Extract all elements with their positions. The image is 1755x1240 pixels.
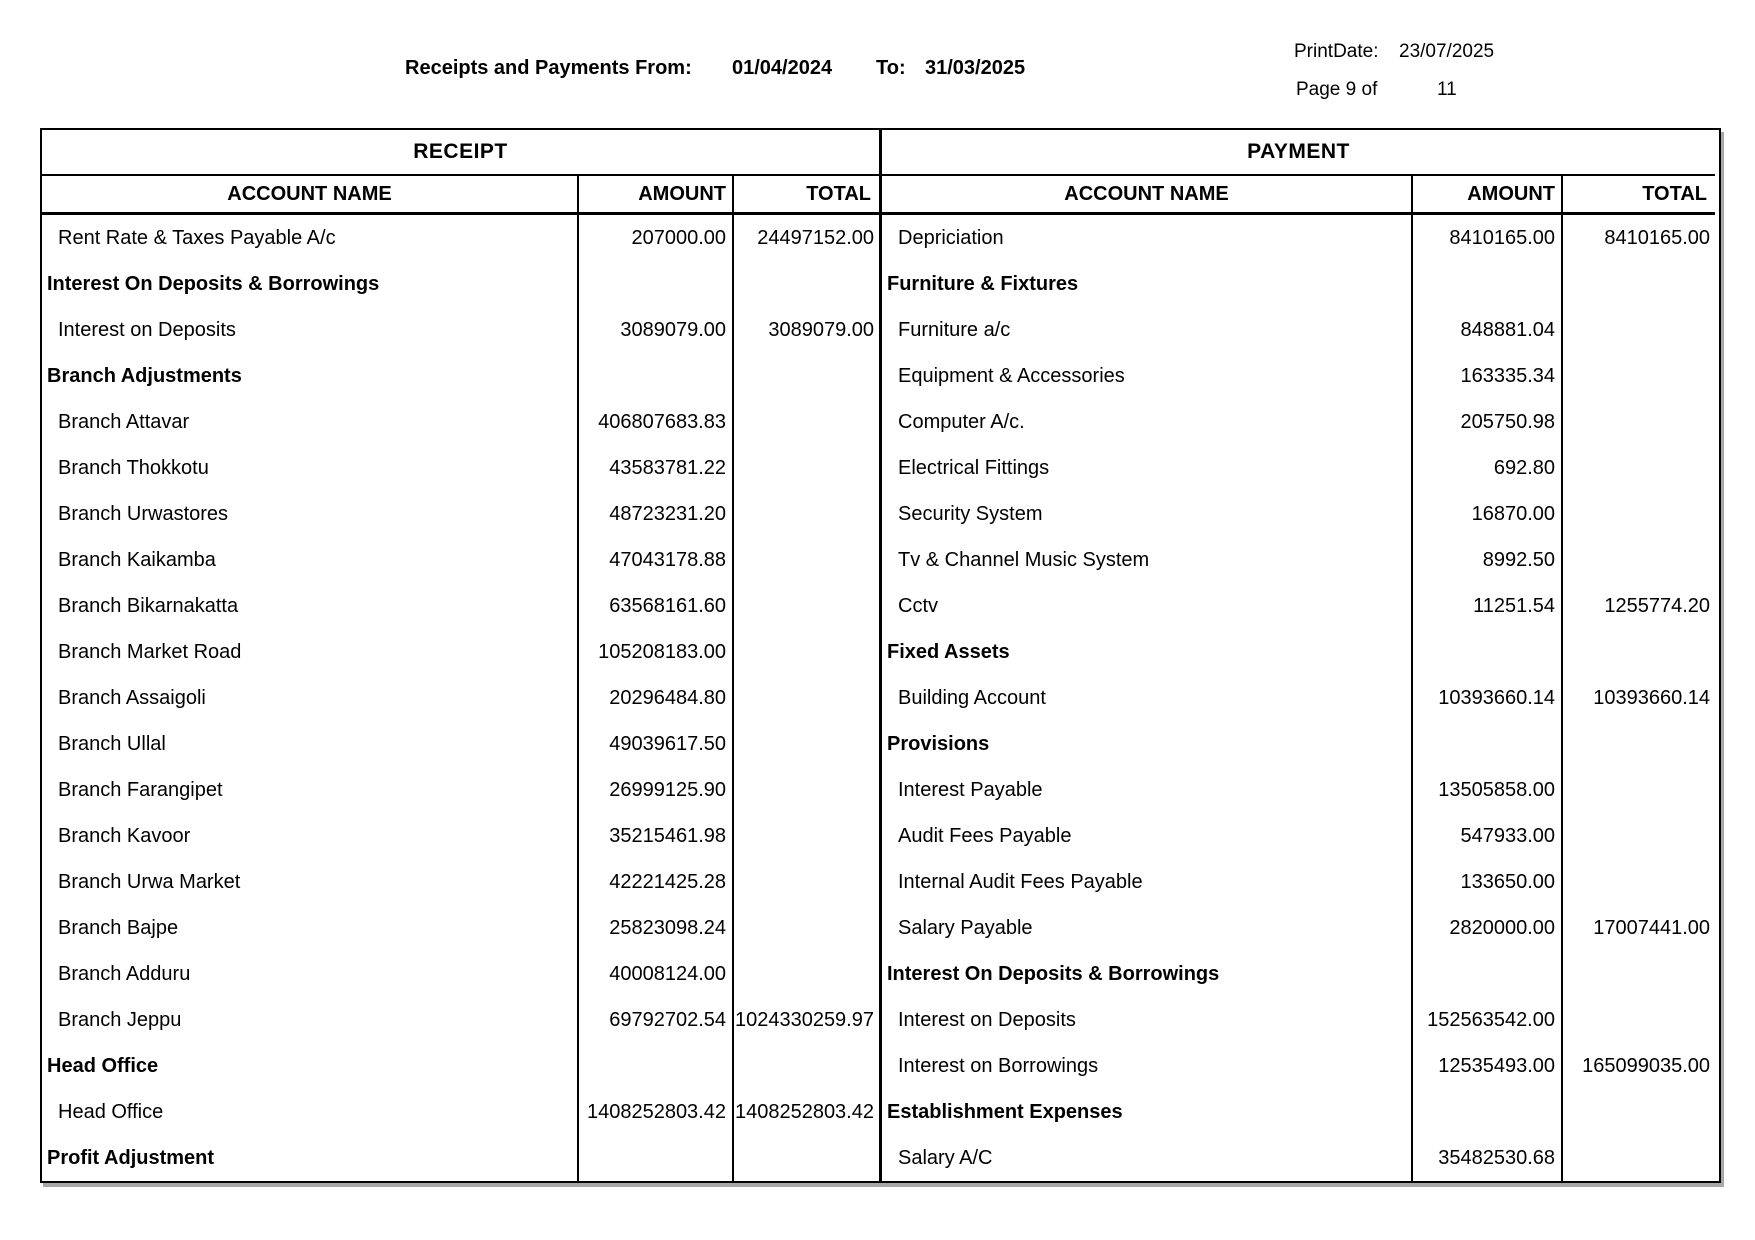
table-row	[882, 1135, 1715, 1181]
account-name-cell: Establishment Expenses	[882, 1089, 1413, 1135]
table-row	[882, 1089, 1715, 1135]
total-cell	[734, 261, 879, 307]
amount-cell: 692.80	[1413, 445, 1563, 491]
amount-cell: 35482530.68	[1413, 1135, 1563, 1181]
amount-cell: 3089079.00	[579, 307, 734, 353]
amount-cell	[1413, 1089, 1563, 1135]
total-cell: 165099035.00	[1582, 1054, 1710, 1077]
table-row	[42, 905, 879, 951]
amount-cell: 207000.00	[579, 215, 734, 261]
receipt-rows	[42, 215, 879, 1181]
amount-cell: 40008124.00	[579, 951, 734, 997]
table-row	[882, 951, 1715, 997]
account-name-cell: Branch Jeppu	[42, 997, 579, 1043]
payment-amount-header: AMOUNT	[1413, 176, 1563, 212]
total-cell: 17007441.00	[1593, 916, 1710, 939]
account-name-cell: Branch Kaikamba	[42, 537, 579, 583]
account-name-cell: Audit Fees Payable	[882, 813, 1413, 859]
account-name-cell: Branch Farangipet	[42, 767, 579, 813]
account-name-cell: Tv & Channel Music System	[882, 537, 1413, 583]
account-name-cell: Branch Adduru	[42, 951, 579, 997]
total-cell	[1563, 629, 1715, 675]
receipt-column-headers	[42, 176, 879, 215]
amount-cell: 48723231.20	[579, 491, 734, 537]
table-row	[882, 491, 1715, 537]
print-date-label: PrintDate:	[1294, 41, 1379, 62]
table-row	[42, 1043, 879, 1089]
total-cell: 1024330259.97	[734, 1008, 874, 1031]
table-row	[882, 261, 1715, 307]
amount-cell: 11251.54	[1413, 583, 1563, 629]
amount-cell: 16870.00	[1413, 491, 1563, 537]
table-row	[42, 951, 879, 997]
table-row	[42, 1089, 879, 1135]
total-cell	[1563, 491, 1715, 537]
to-date: 31/03/2025	[925, 57, 1026, 79]
account-name-cell: Branch Urwastores	[42, 491, 579, 537]
table-row	[882, 583, 1715, 629]
amount-cell: 105208183.00	[579, 629, 734, 675]
table-row	[882, 905, 1715, 951]
amount-cell	[1413, 721, 1563, 767]
table-row	[42, 813, 879, 859]
account-name-cell: Salary Payable	[882, 905, 1413, 951]
amount-cell: 1408252803.42	[579, 1089, 734, 1135]
total-cell: 10393660.14	[1593, 686, 1710, 709]
table-row	[882, 307, 1715, 353]
amount-cell: 69792702.54	[579, 997, 734, 1043]
total-cell	[734, 399, 879, 445]
amount-cell: 35215461.98	[579, 813, 734, 859]
receipt-section-title: RECEIPT	[42, 130, 879, 176]
table-row	[882, 537, 1715, 583]
table-row	[42, 721, 879, 767]
payment-section	[882, 130, 1715, 1181]
amount-cell: 8992.50	[1413, 537, 1563, 583]
table-row	[42, 583, 879, 629]
table-row	[42, 307, 879, 353]
amount-cell: 848881.04	[1413, 307, 1563, 353]
payment-account-name-header: ACCOUNT NAME	[882, 176, 1413, 212]
table-row	[882, 353, 1715, 399]
receipt-amount-header: AMOUNT	[579, 176, 734, 212]
table-row	[42, 859, 879, 905]
total-cell	[734, 583, 879, 629]
amount-cell: 10393660.14	[1413, 675, 1563, 721]
total-cell	[734, 859, 879, 905]
table-row	[42, 399, 879, 445]
from-date: 01/04/2024	[732, 57, 833, 79]
account-name-cell: Furniture & Fixtures	[882, 261, 1413, 307]
total-cell	[1563, 721, 1715, 767]
table-row	[42, 629, 879, 675]
total-cell	[734, 951, 879, 997]
total-cell	[734, 1043, 879, 1089]
table-row	[42, 997, 879, 1043]
total-cell	[734, 905, 879, 951]
amount-cell: 2820000.00	[1413, 905, 1563, 951]
amount-cell: 8410165.00	[1413, 215, 1563, 261]
print-date-value: 23/07/2025	[1399, 41, 1495, 62]
table-row	[42, 445, 879, 491]
table-row	[882, 859, 1715, 905]
table-row	[882, 675, 1715, 721]
table-row	[42, 491, 879, 537]
amount-cell	[1413, 629, 1563, 675]
receipt-account-name-header: ACCOUNT NAME	[42, 176, 579, 212]
amount-cell: 12535493.00	[1413, 1043, 1563, 1089]
account-name-cell: Cctv	[882, 583, 1413, 629]
amount-cell	[579, 353, 734, 399]
amount-cell: 406807683.83	[579, 399, 734, 445]
account-name-cell: Equipment & Accessories	[882, 353, 1413, 399]
payment-section-title: PAYMENT	[882, 130, 1715, 176]
total-cell	[1563, 859, 1715, 905]
table-row	[42, 537, 879, 583]
total-cell	[734, 813, 879, 859]
total-cell: 1255774.20	[1604, 594, 1710, 617]
amount-cell: 205750.98	[1413, 399, 1563, 445]
amount-cell: 547933.00	[1413, 813, 1563, 859]
account-name-cell: Branch Attavar	[42, 399, 579, 445]
page-total-value: 11	[1437, 79, 1457, 100]
amount-cell: 20296484.80	[579, 675, 734, 721]
table-row	[882, 215, 1715, 261]
receipt-total-header: TOTAL	[806, 182, 871, 205]
account-name-cell: Branch Bajpe	[42, 905, 579, 951]
amount-cell: 42221425.28	[579, 859, 734, 905]
amount-cell	[1413, 951, 1563, 997]
amount-cell	[1413, 261, 1563, 307]
to-label: To:	[876, 57, 906, 79]
account-name-cell: Electrical Fittings	[882, 445, 1413, 491]
amount-cell: 133650.00	[1413, 859, 1563, 905]
table-row	[882, 813, 1715, 859]
total-cell	[1563, 353, 1715, 399]
account-name-cell: Interest on Deposits	[42, 307, 579, 353]
total-cell	[1563, 767, 1715, 813]
total-cell	[1563, 1135, 1715, 1181]
receipts-payments-table	[40, 128, 1721, 1183]
total-cell	[1563, 537, 1715, 583]
amount-cell: 43583781.22	[579, 445, 734, 491]
table-row	[882, 997, 1715, 1043]
payment-total-header: TOTAL	[1642, 182, 1707, 205]
total-cell	[734, 767, 879, 813]
account-name-cell: Profit Adjustment	[42, 1135, 579, 1181]
account-name-cell: Interest on Borrowings	[882, 1043, 1413, 1089]
amount-cell: 47043178.88	[579, 537, 734, 583]
account-name-cell: Internal Audit Fees Payable	[882, 859, 1413, 905]
table-row	[42, 675, 879, 721]
amount-cell: 13505858.00	[1413, 767, 1563, 813]
account-name-cell: Branch Adjustments	[42, 353, 579, 399]
total-cell: 1408252803.42	[734, 1100, 874, 1123]
account-name-cell: Branch Bikarnakatta	[42, 583, 579, 629]
page-number-label: Page 9 of	[1296, 79, 1378, 100]
account-name-cell: Branch Assaigoli	[42, 675, 579, 721]
table-row	[882, 445, 1715, 491]
total-cell	[1563, 1089, 1715, 1135]
total-cell	[1563, 445, 1715, 491]
total-cell	[1563, 307, 1715, 353]
total-cell	[1563, 813, 1715, 859]
total-cell	[734, 675, 879, 721]
amount-cell: 152563542.00	[1413, 997, 1563, 1043]
account-name-cell: Salary A/C	[882, 1135, 1413, 1181]
account-name-cell: Interest On Deposits & Borrowings	[882, 951, 1413, 997]
amount-cell: 26999125.90	[579, 767, 734, 813]
account-name-cell: Head Office	[42, 1043, 579, 1089]
amount-cell	[579, 1135, 734, 1181]
total-cell	[1563, 951, 1715, 997]
account-name-cell: Interest on Deposits	[882, 997, 1413, 1043]
account-name-cell: Branch Ullal	[42, 721, 579, 767]
amount-cell	[579, 1043, 734, 1089]
table-row	[882, 721, 1715, 767]
account-name-cell: Computer A/c.	[882, 399, 1413, 445]
total-cell	[1563, 997, 1715, 1043]
payment-column-headers	[882, 176, 1715, 215]
account-name-cell: Provisions	[882, 721, 1413, 767]
account-name-cell: Head Office	[42, 1089, 579, 1135]
account-name-cell: Branch Urwa Market	[42, 859, 579, 905]
total-cell	[734, 1135, 879, 1181]
table-row	[882, 629, 1715, 675]
table-row	[42, 353, 879, 399]
account-name-cell: Branch Thokkotu	[42, 445, 579, 491]
table-row	[882, 1043, 1715, 1089]
total-cell	[734, 445, 879, 491]
total-cell	[1563, 261, 1715, 307]
table-row	[882, 767, 1715, 813]
account-name-cell: Branch Market Road	[42, 629, 579, 675]
payment-rows	[882, 215, 1715, 1181]
total-cell	[734, 491, 879, 537]
account-name-cell: Building Account	[882, 675, 1413, 721]
amount-cell: 63568161.60	[579, 583, 734, 629]
total-cell	[734, 353, 879, 399]
total-cell	[1563, 399, 1715, 445]
amount-cell: 25823098.24	[579, 905, 734, 951]
account-name-cell: Depriciation	[882, 215, 1413, 261]
receipt-section	[42, 130, 882, 1181]
account-name-cell: Fixed Assets	[882, 629, 1413, 675]
table-row	[42, 1135, 879, 1181]
account-name-cell: Furniture a/c	[882, 307, 1413, 353]
table-row	[42, 215, 879, 261]
amount-cell: 49039617.50	[579, 721, 734, 767]
amount-cell: 163335.34	[1413, 353, 1563, 399]
account-name-cell: Interest Payable	[882, 767, 1413, 813]
account-name-cell: Branch Kavoor	[42, 813, 579, 859]
total-cell: 8410165.00	[1604, 226, 1710, 249]
total-cell: 24497152.00	[757, 226, 874, 249]
account-name-cell: Interest On Deposits & Borrowings	[42, 261, 579, 307]
report-title: Receipts and Payments From:	[405, 57, 692, 79]
table-row	[882, 399, 1715, 445]
amount-cell	[579, 261, 734, 307]
total-cell	[734, 721, 879, 767]
account-name-cell: Rent Rate & Taxes Payable A/c	[42, 215, 579, 261]
total-cell: 3089079.00	[768, 318, 874, 341]
total-cell	[734, 537, 879, 583]
table-row	[42, 261, 879, 307]
table-row	[42, 767, 879, 813]
total-cell	[734, 629, 879, 675]
account-name-cell: Security System	[882, 491, 1413, 537]
